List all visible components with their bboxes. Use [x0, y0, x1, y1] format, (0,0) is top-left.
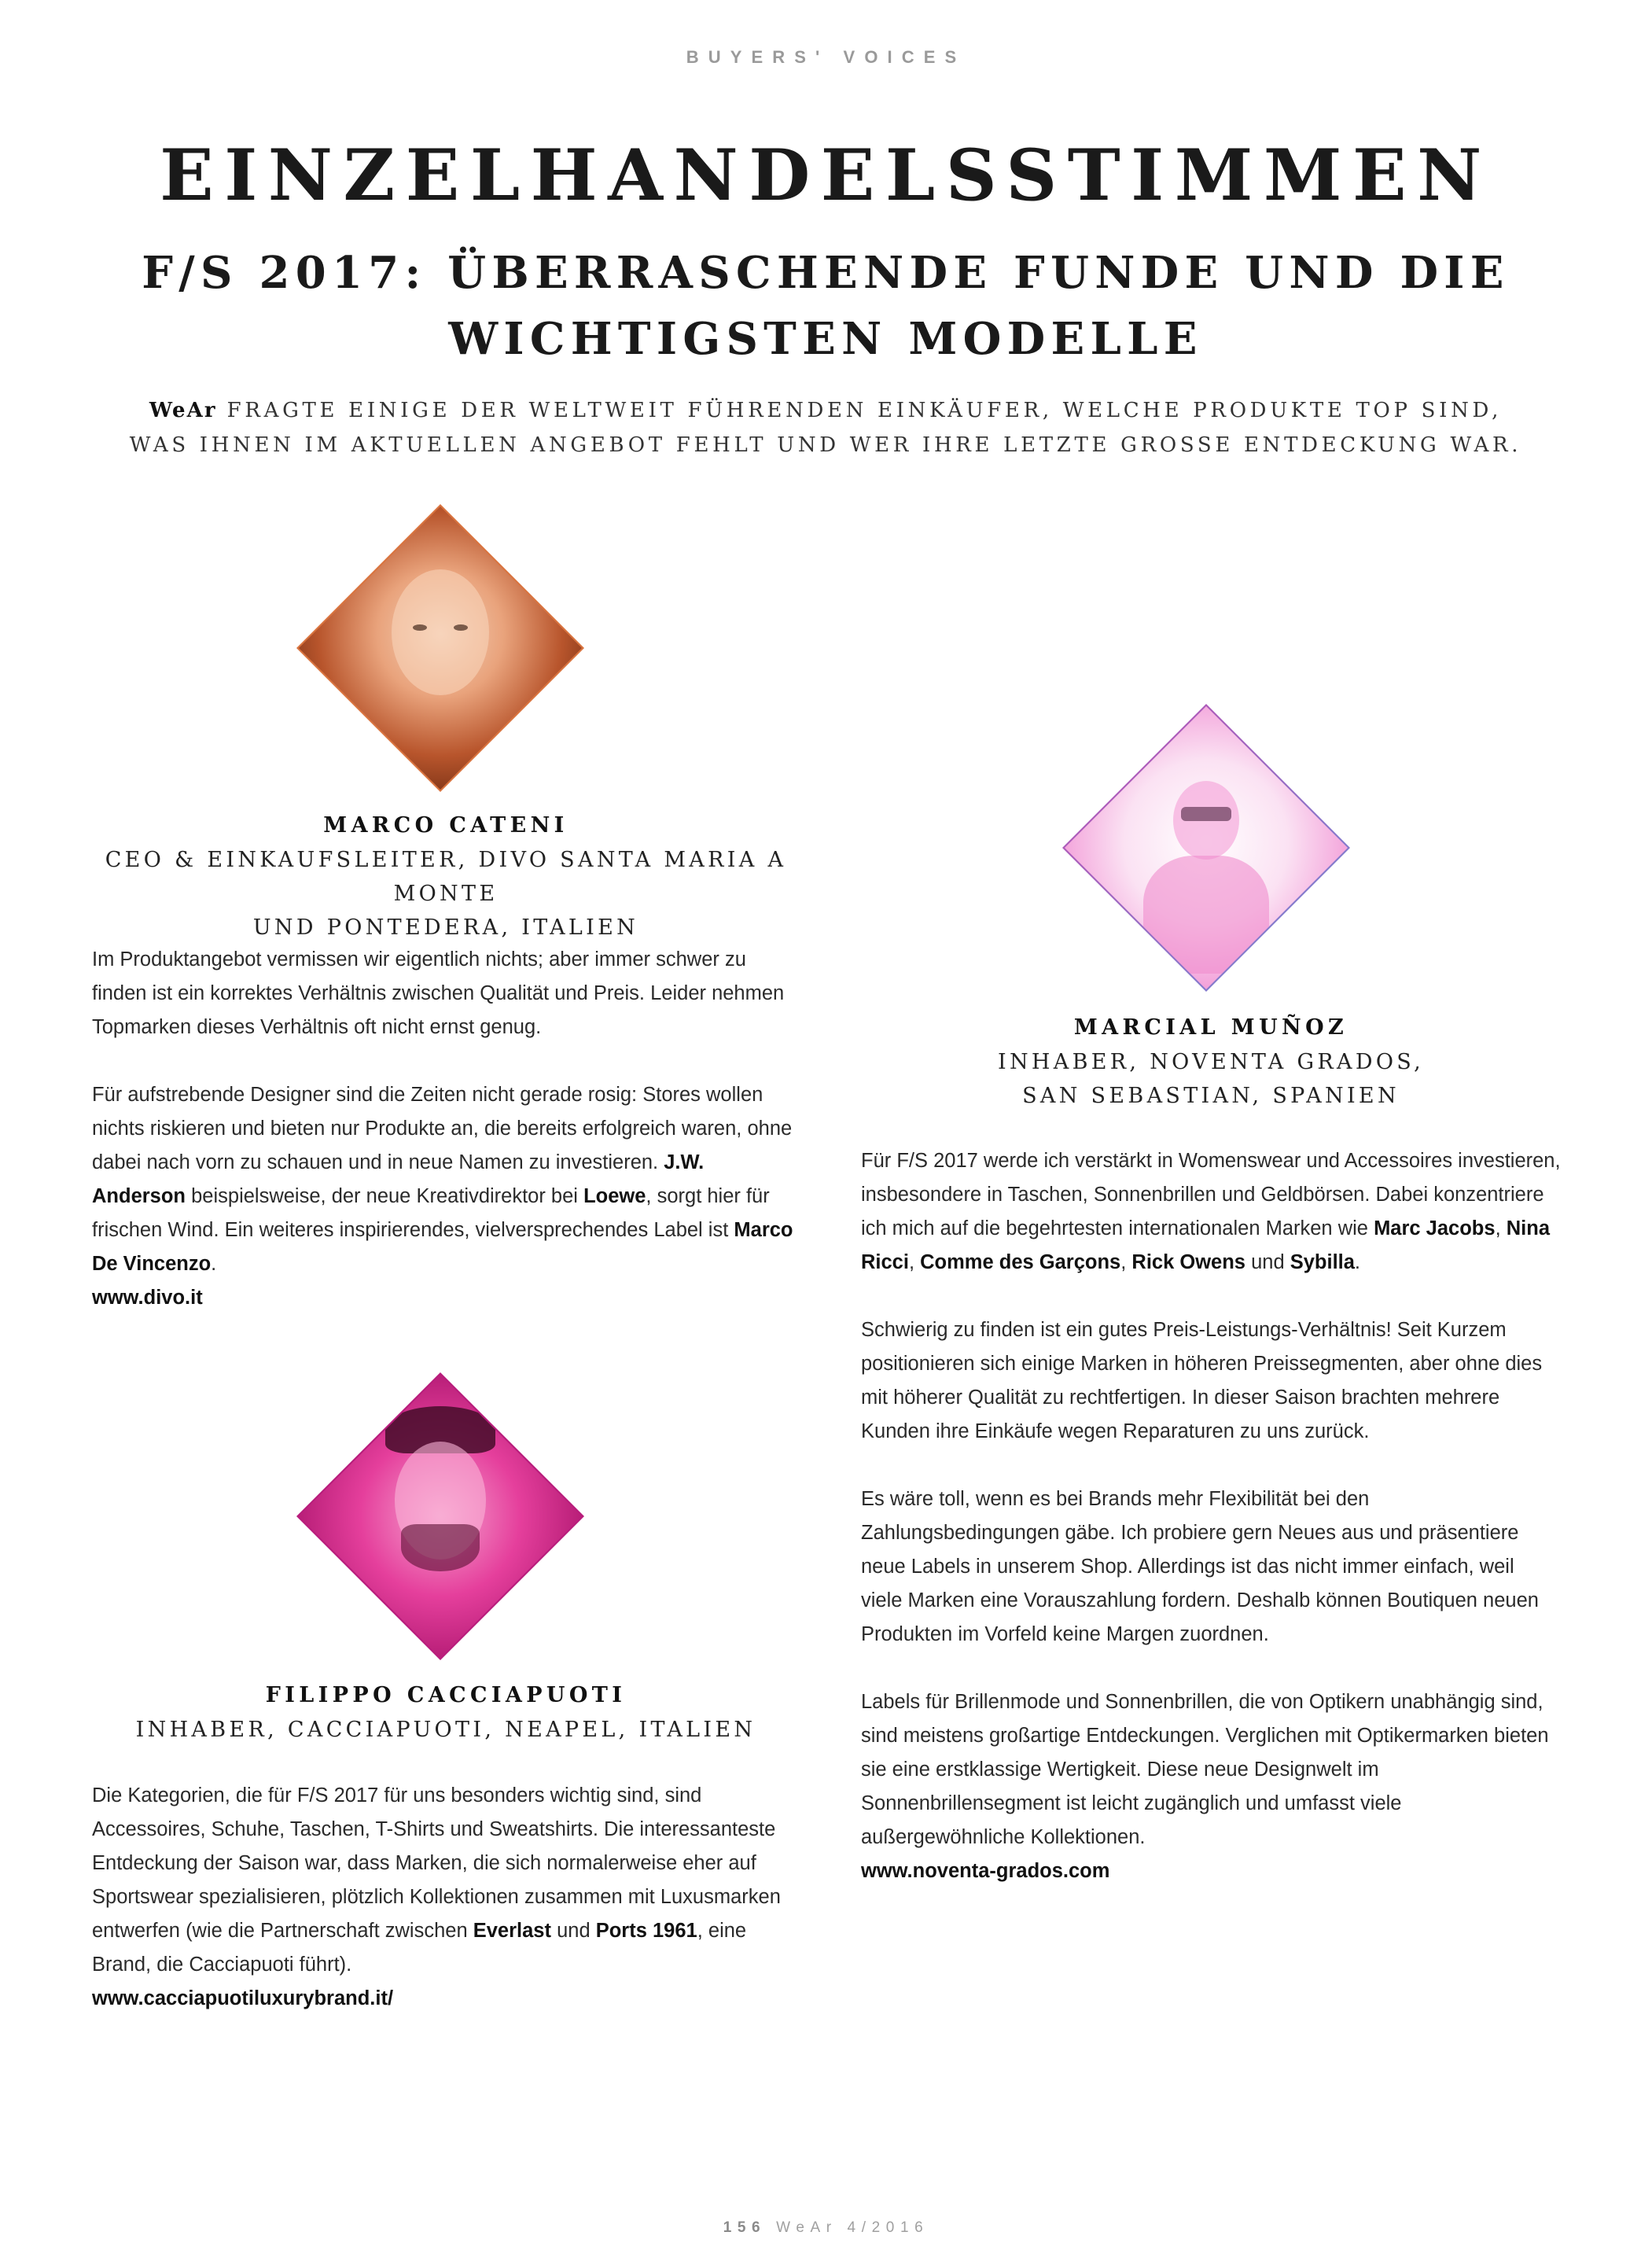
glasses-shape [1181, 807, 1231, 821]
portrait-photo-munoz [1065, 706, 1348, 989]
text-run: und [557, 1920, 591, 1942]
paragraph [92, 1078, 800, 1315]
eye-shape [454, 624, 468, 631]
text-run: , [1120, 1251, 1127, 1273]
buyer-name-cateni: MARCO CATENI [323, 813, 568, 838]
issue-label: WeAr 4/2016 [776, 2219, 929, 2236]
buyer-role-line: CEO & EINKAUFSLEITER, DIVO SANTA MARIA A MONTE [105, 848, 787, 906]
paragraph [861, 1144, 1561, 1280]
portrait-photo-cateni [299, 506, 582, 790]
text-run: . [211, 1253, 217, 1275]
text-run: Für aufstrebende Designer sind die Zeiten nicht gerade rosig: Stores wollen nichts riskieren und bieten nur Produkte an, die bereits erfolgreich waren, ohne dabei nach vorn zu schauen und in neue Namen zu investieren. [92, 1084, 793, 1173]
website-link-munoz[interactable]: www.noventa-grados.com [861, 1860, 1110, 1882]
brand-name: Everlast [473, 1920, 551, 1942]
website-link-cateni[interactable]: www.divo.it [92, 1287, 203, 1309]
brand-name: Marco De Vincenzo [92, 1219, 793, 1275]
buyer-role-munoz [818, 1045, 1604, 1113]
statement-munoz [861, 1144, 1561, 1922]
page-title: EINZELHANDELSSTIMMEN [160, 134, 1492, 217]
page-subtitle: F/S 2017: ÜBERRASCHENDE FUNDE UND DIE WICHTIGSTEN MODELLE [142, 247, 1510, 365]
text-run: Für F/S 2017 werde ich verstärkt in Womenswear und Accessoires investieren, insbesondere in Taschen, Sonnenbrillen und Geldbörsen. Dabei konzentriere ich mich auf die begehrtesten internationalen Marken wie [861, 1150, 1561, 1239]
buyer-role-line: SAN SEBASTIAN, SPANIEN [1022, 1084, 1400, 1108]
brand-name: Nina Ricci [861, 1217, 1551, 1273]
text-run: und [1251, 1251, 1285, 1273]
buyer-role-cateni [53, 843, 839, 945]
text-run: , sorgt hier für frischen Wind. Ein weiteres inspirierendes, vielversprechendes Label ist [92, 1185, 770, 1241]
text-run: , [1495, 1217, 1501, 1239]
buyer-name-munoz: MARCIAL MUÑOZ [1073, 1015, 1348, 1040]
beard-shape [401, 1524, 480, 1571]
buyer-role-cacciapuoti [53, 1713, 839, 1747]
text-run: , eine Brand, die Cacciapuoti führt). [92, 1920, 747, 1976]
intro-line-1-text: FRAGTE EINIGE DER WELTWEIT FÜHRENDEN EINKÄUFER, WELCHE PRODUKTE TOP SIND, [226, 399, 1503, 422]
paragraph: Es wäre toll, wenn es bei Brands mehr Flexibilität bei den Zahlungsbedingungen gäbe. Ich probiere gern Neues aus und präsentiere neue Labels in unserem Shop. Allerdings ist das nicht immer einfach, weil viele Marken eine Vorauszahlung fordern. Deshalb können Boutiquen neuen Produkten im Vorfeld keine Margen zuordnen. [861, 1488, 1539, 1645]
text-run: . [1354, 1251, 1361, 1273]
brand-name: J.W. Anderson [92, 1151, 705, 1207]
paragraph: Im Produktangebot vermissen wir eigentlich nichts; aber immer schwer zu finden ist ein korrektes Verhältnis zwischen Qualität und Preis. Leider nehmen Topmarken dieses Verhältnis oft nicht ernst genug. [92, 948, 785, 1038]
brand-name: Ports 1961 [595, 1920, 697, 1942]
buyer-role-line: INHABER, CACCIAPUOTI, NEAPEL, ITALIEN [135, 1718, 756, 1742]
text-run: Labels für Brillenmode und Sonnenbrillen, die von Optikern unabhängig sind, sind meistens großartige Entdeckungen. Verglichen mit Optikermarken bieten sie eine erstklassige Wertigkeit. Diese neue Designwelt im Sonnenbrillensegment ist leicht zugänglich und umfasst viele außergewöhnliche Kollektionen. [861, 1691, 1549, 1848]
paragraph [861, 1685, 1561, 1888]
brand-name: Sybilla [1290, 1251, 1355, 1273]
text-run: beispielsweise, der neue Kreativdirektor bei [191, 1185, 578, 1207]
buyer-role-line: INHABER, NOVENTA GRADOS, [997, 1050, 1425, 1074]
buyer-name-cacciapuoti: FILIPPO CACCIAPUOTI [265, 1683, 627, 1707]
intro-line-1 [118, 393, 1533, 428]
page-folio [0, 2219, 1652, 2237]
portrait-photo-cacciapuoti [299, 1375, 582, 1658]
brand-name: Marc Jacobs [1374, 1217, 1496, 1239]
intro-line-2: WAS IHNEN IM AKTUELLEN ANGEBOT FEHLT UND WER IHRE LETZTE GROSSE ENTDECKUNG WAR. [129, 433, 1522, 457]
page-number: 156 [723, 2219, 767, 2236]
statement-cateni [92, 943, 800, 1349]
eye-shape [413, 624, 427, 631]
face-shape [392, 569, 489, 695]
running-head: BUYERS' VOICES [686, 47, 966, 67]
brand-name: Loewe [583, 1185, 646, 1207]
statement-cacciapuoti [92, 1779, 800, 2050]
website-link-cacciapuoti[interactable]: www.cacciapuotiluxurybrand.it/ [92, 1987, 394, 2009]
brand-name: Comme des Garçons [920, 1251, 1121, 1273]
intro-brand: WeAr [149, 399, 217, 422]
paragraph [92, 1779, 800, 2016]
buyer-role-line: UND PONTEDERA, ITALIEN [252, 915, 639, 940]
brand-name: Rick Owens [1131, 1251, 1245, 1273]
text-run: Die Kategorien, die für F/S 2017 für uns besonders wichtig sind, sind Accessoires, Schuhe, Taschen, T-Shirts und Sweatshirts. Die interessanteste Entdeckung der Saison war, dass Marken, die sich normalerweise eher auf Sportswear spezialisieren, plötzlich Kollektionen zusammen mit Luxusmarken entwerfen (wie die Partnerschaft zwischen [92, 1784, 781, 1942]
text-run: , [908, 1251, 915, 1273]
intro-text [118, 393, 1533, 462]
shirt-shape [1143, 856, 1269, 974]
paragraph: Schwierig zu finden ist ein gutes Preis-Leistungs-Verhältnis! Seit Kurzem positionieren sich einige Marken in höheren Preissegmenten, aber ohne dies mit höherer Qualität zu rechtfertigen. In dieser Saison brachten mehrere Kunden ihre Einkäufe wegen Reparaturen zu uns zurück. [861, 1319, 1543, 1442]
